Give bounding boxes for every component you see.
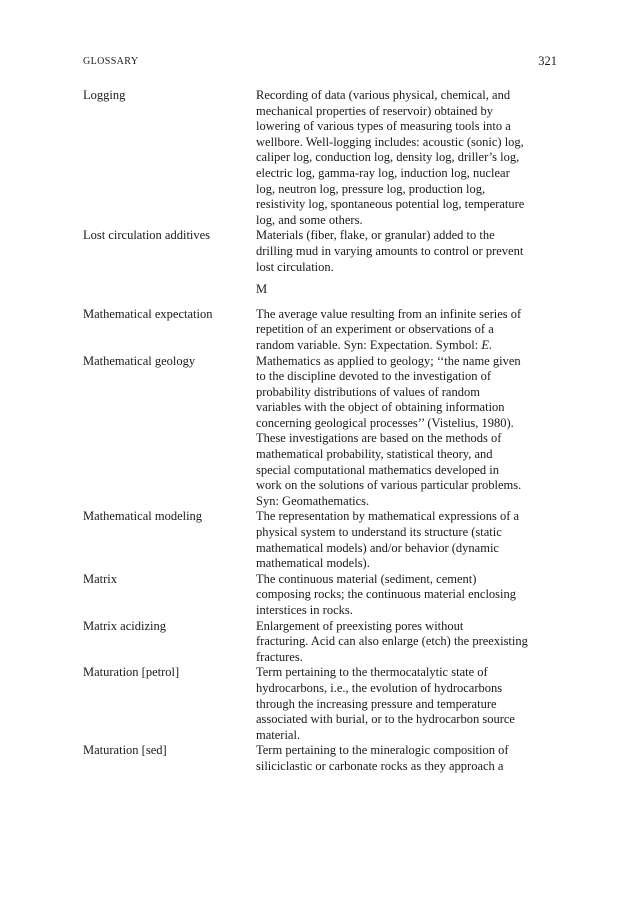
glossary-entry [83, 619, 557, 666]
glossary-term: Mathematical geology [83, 353, 196, 368]
glossary-definition: Materials (fiber, flake, or granular) added to the drilling mud in varying amounts to control or prevent lost circulation. [256, 228, 524, 274]
glossary-definition: Term pertaining to the mineralogic composition of siliciclastic or carbonate rocks as they approach a [256, 743, 509, 773]
glossary-term: Matrix [83, 571, 118, 586]
glossary-definition: Term pertaining to the thermocatalytic state of hydrocarbons, i.e., the evolution of hydrocarbons through the increasing pressure and temperature associated with burial, or to the hydrocarbon source material. [256, 665, 515, 742]
glossary-definition-text: The average value resulting from an infinite series of repetition of an experiment or observations of a random variable. Syn: Expectation. Symbol: [256, 306, 522, 352]
glossary-entries [83, 88, 557, 775]
glossary-term: Matrix acidizing [83, 618, 166, 633]
glossary-term: Maturation [petrol] [83, 665, 180, 680]
glossary-definition: Mathematics as applied to geology; ‘‘the name given to the discipline devoted to the investigation of probability distributions of values of random variables with the object of obtaining information concerning geological processes’’ (Vistelius, 1980). These investigations are based on the methods of mathematical probability, statistical theory, and special computational mathematics developed in work on the solutions of various particular problems. Syn: Geomathematics. [256, 353, 522, 508]
glossary-term: Mathematical expectation [83, 306, 213, 321]
glossary-entry [83, 743, 557, 774]
page-number: 321 [538, 54, 557, 68]
glossary-term: Mathematical modeling [83, 509, 203, 524]
glossary-term: Maturation [sed] [83, 743, 167, 758]
glossary-entry [83, 509, 557, 571]
glossary-entry [83, 665, 557, 743]
page-header [83, 55, 557, 71]
running-head: GLOSSARY [83, 56, 139, 67]
glossary-definition: Recording of data (various physical, chemical, and mechanical properties of reservoir) obtained by lowering of various types of measuring tools into a wellbore. Well-logging includes: acoustic (sonic) log, caliper log, conduction log, density log, driller’s log, electric log, gamma-ray log, induction log, nuclear log, neutron log, pressure log, production log, resistivity log, spontaneous potential log, temperature log, and some others. [256, 88, 525, 227]
glossary-entry [83, 228, 557, 275]
glossary-definition [256, 307, 557, 354]
glossary-definition: The continuous material (sediment, cement) composing rocks; the continuous material enclosing interstices in rocks. [256, 571, 517, 617]
glossary-entry [83, 572, 557, 619]
glossary-entry [83, 354, 557, 510]
glossary-definition: The representation by mathematical expressions of a physical system to understand its structure (static mathematical models) and/or behavior (dynamic mathematical models). [256, 509, 520, 571]
glossary-entry [83, 307, 557, 354]
glossary-term: Logging [83, 88, 126, 102]
glossary-symbol: E. [481, 337, 493, 352]
section-letter-heading: M [256, 282, 268, 297]
glossary-entry [83, 88, 557, 228]
glossary-definition: Enlargement of preexisting pores without fracturing. Acid can also enlarge (etch) the preexisting fractures. [256, 618, 528, 664]
glossary-term: Lost circulation additives [83, 228, 211, 243]
